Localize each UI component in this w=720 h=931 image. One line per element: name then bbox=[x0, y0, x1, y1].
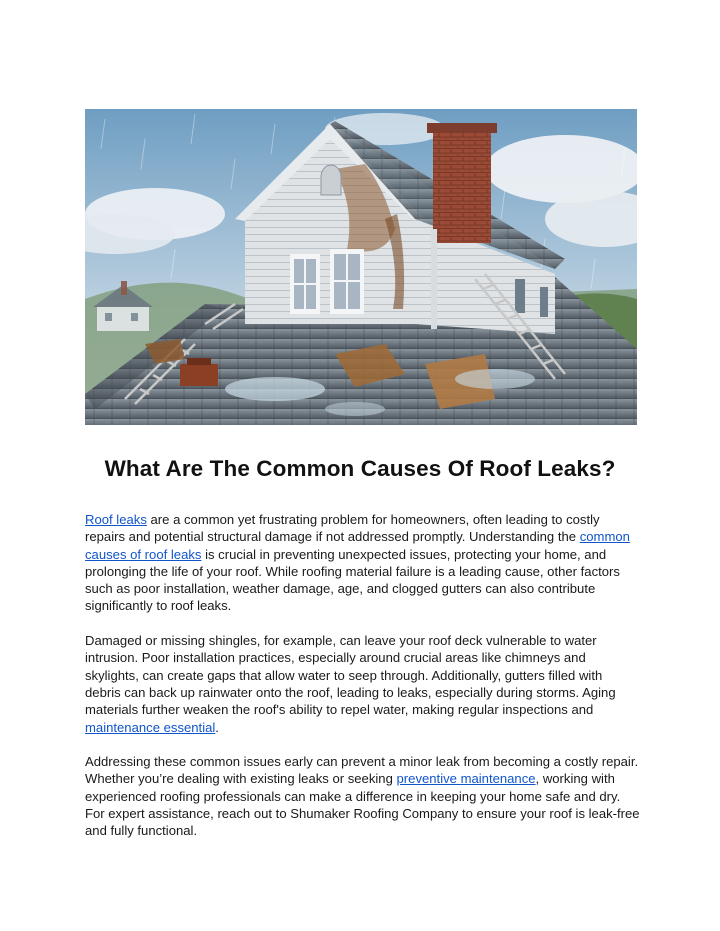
paragraph-text: , working with experienced roofing professionals can make a difference in keeping your home safe and dry. For expert assistance, reach out to Shumaker Roofing Company to ensure your roof is leak-free and fully functional. bbox=[85, 771, 640, 839]
paragraph-2 bbox=[85, 632, 641, 736]
roof-leak-illustration-icon bbox=[85, 109, 637, 425]
link-preventive-maintenance[interactable]: preventive maintenance bbox=[396, 771, 536, 787]
paragraph-1 bbox=[85, 511, 641, 615]
paragraph-text: Damaged or missing shingles, for example, can leave your roof deck vulnerable to water intrusion. Poor installation practices, especially around crucial areas like chimneys and skylights, can create gaps that allow water to seep through. Additionally, gutters filled with debris can back up rainwater onto the roof, leading to leaks, especially during storms. Aging materials further weaken the roof's ability to repel water, making regular inspections and bbox=[85, 633, 616, 718]
paragraph-3 bbox=[85, 753, 641, 839]
link-common-causes[interactable]: common causes of roof leaks bbox=[85, 529, 630, 562]
link-maintenance-essential[interactable]: maintenance essential bbox=[85, 719, 216, 735]
link-roof-leaks[interactable]: Roof leaks bbox=[85, 512, 147, 527]
article-body bbox=[85, 511, 641, 857]
paragraph-text: Addressing these common issues early can prevent a minor leak from becoming a costly repair. Whether you’re dealing with existing leaks or seeking bbox=[85, 754, 639, 787]
page-title: What Are The Common Causes Of Roof Leaks? bbox=[104, 456, 616, 481]
paragraph-text: is crucial in preventing unexpected issues, protecting your home, and prolonging the life of your roof. While roofing material failure is a leading cause, other factors such as poor installation, weather damage, age, and clogged gutters can also contribute significantly to roof leaks. bbox=[85, 546, 620, 614]
paragraph-text: are a common yet frustrating problem for homeowners, often leading to costly repairs and potential structural damage if not addressed promptly. Understanding the bbox=[85, 512, 600, 545]
paragraph-text: . bbox=[215, 719, 219, 735]
hero-image bbox=[85, 109, 637, 425]
